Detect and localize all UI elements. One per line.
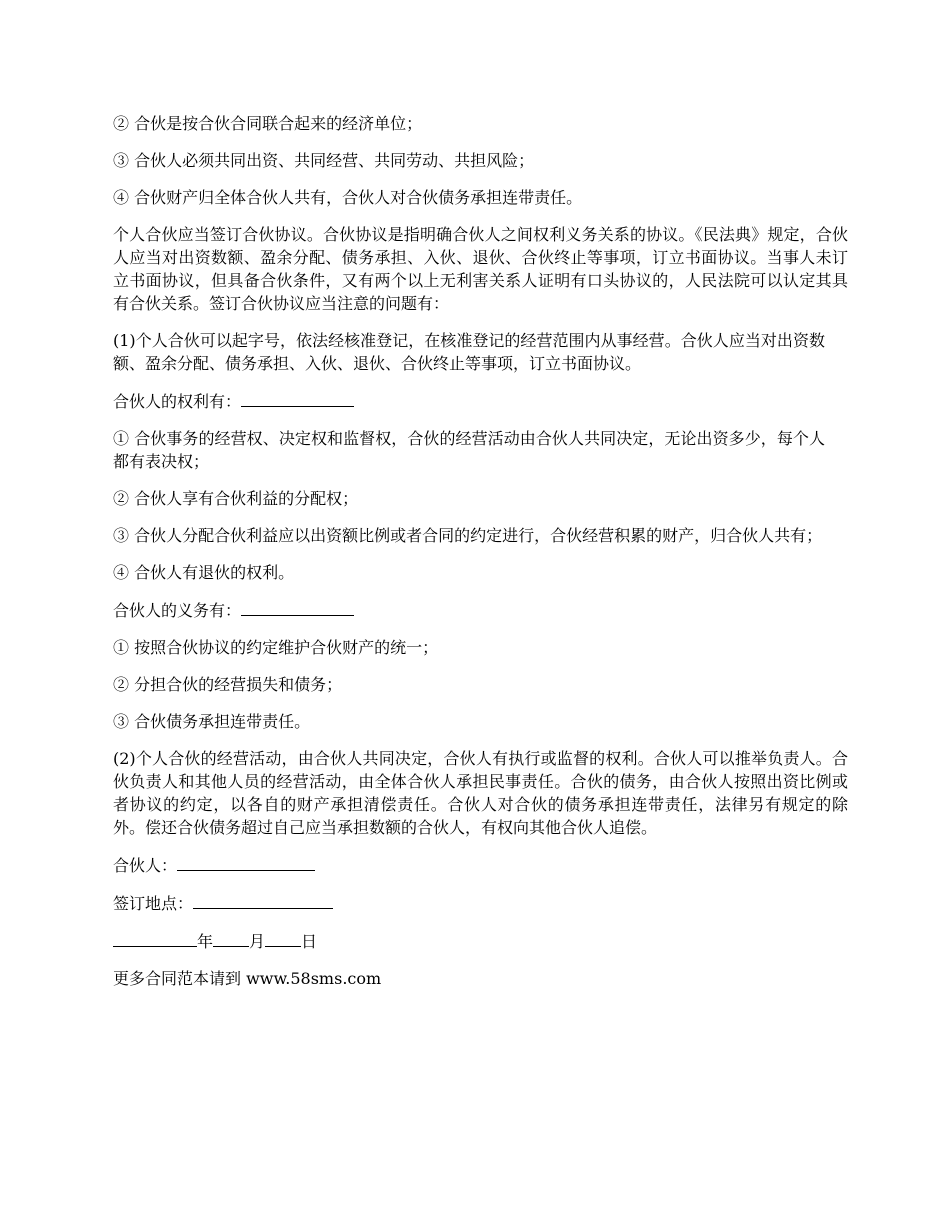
rights-item-1: ① 合伙事务的经营权、决定权和监督权，合伙的经营活动由合伙人共同决定，无论出资多少，每个人都有表决权； bbox=[113, 429, 825, 471]
nature-item-2: ② 合伙是按合伙合同联合起来的经济单位； bbox=[113, 114, 423, 133]
signing-place-line bbox=[113, 891, 848, 915]
intro-paragraph: 个人合伙应当签订合伙协议。合伙协议是指明确合伙人之间权利义务关系的协议。《民法典》规定，合伙人应当对出资数额、盈余分配、债务承担、入伙、退伙、合伙终止等事项，订立书面协议。当事人未订立书面协议，但具备合伙条件，又有两个以上无利害关系人证明有口头协议的，人民法院可以认定其具有合伙关系。签订合伙协议应当注意的问题有： bbox=[113, 225, 848, 313]
rights-label: 合伙人的权利有： bbox=[113, 392, 242, 411]
partner-signature-line bbox=[113, 853, 848, 877]
rights-heading bbox=[113, 389, 848, 413]
year-label: 年 bbox=[197, 932, 214, 951]
nature-item-4: ④ 合伙财产归全体合伙人共有，合伙人对合伙债务承担连带责任。 bbox=[113, 188, 583, 207]
rights-item-3: ③ 合伙人分配合伙利益应以出资额比例或者合同的约定进行，合伙经营积累的财产，归合伙人共有； bbox=[113, 526, 823, 545]
duties-item-2: ② 分担合伙的经营损失和债务； bbox=[113, 675, 343, 694]
rights-item-4: ④ 合伙人有退伙的权利。 bbox=[113, 563, 295, 582]
year-blank-line bbox=[113, 929, 197, 947]
signing-place-blank-line bbox=[193, 891, 333, 909]
duties-item-3: ③ 合伙债务承担连带责任。 bbox=[113, 712, 311, 731]
point-1-paragraph: (1)个人合伙可以起字号，依法经核准登记，在核准登记的经营范围内从事经营。合伙人应当对出资数额、盈余分配、债务承担、入伙、退伙、合伙终止等事项，订立书面协议。 bbox=[113, 331, 825, 373]
rights-item-2: ② 合伙人享有合伙利益的分配权； bbox=[113, 489, 359, 508]
duties-heading bbox=[113, 598, 848, 622]
duties-item-1: ① 按照合伙协议的约定维护合伙财产的统一； bbox=[113, 638, 439, 657]
month-label: 月 bbox=[249, 932, 266, 951]
footer-link-text: 更多合同范本请到 www.58sms.com bbox=[113, 969, 382, 988]
document-body bbox=[113, 112, 848, 1004]
day-blank-line bbox=[265, 929, 301, 947]
point-2-paragraph: (2)个人合伙的经营活动，由合伙人共同决定，合伙人有执行或监督的权利。合伙人可以推举负责人。合伙负责人和其他人员的经营活动，由全体合伙人承担民事责任。合伙的债务，由合伙人按照出资比例或者协议的约定，以各自的财产承担清偿责任。合伙人对合伙的债务承担连带责任，法律另有规定的除外。偿还合伙债务超过自己应当承担数额的合伙人，有权向其他合伙人追偿。 bbox=[113, 749, 848, 837]
partner-blank-line bbox=[177, 853, 315, 871]
duties-blank-line bbox=[241, 598, 354, 616]
day-label: 日 bbox=[301, 932, 318, 951]
date-line bbox=[113, 929, 848, 953]
rights-blank-line bbox=[241, 389, 354, 407]
nature-item-3: ③ 合伙人必须共同出资、共同经营、共同劳动、共担风险； bbox=[113, 151, 535, 170]
duties-label: 合伙人的义务有： bbox=[113, 601, 242, 620]
month-blank-line bbox=[213, 929, 249, 947]
signing-place-label: 签订地点： bbox=[113, 894, 194, 913]
partner-label: 合伙人： bbox=[113, 856, 178, 875]
